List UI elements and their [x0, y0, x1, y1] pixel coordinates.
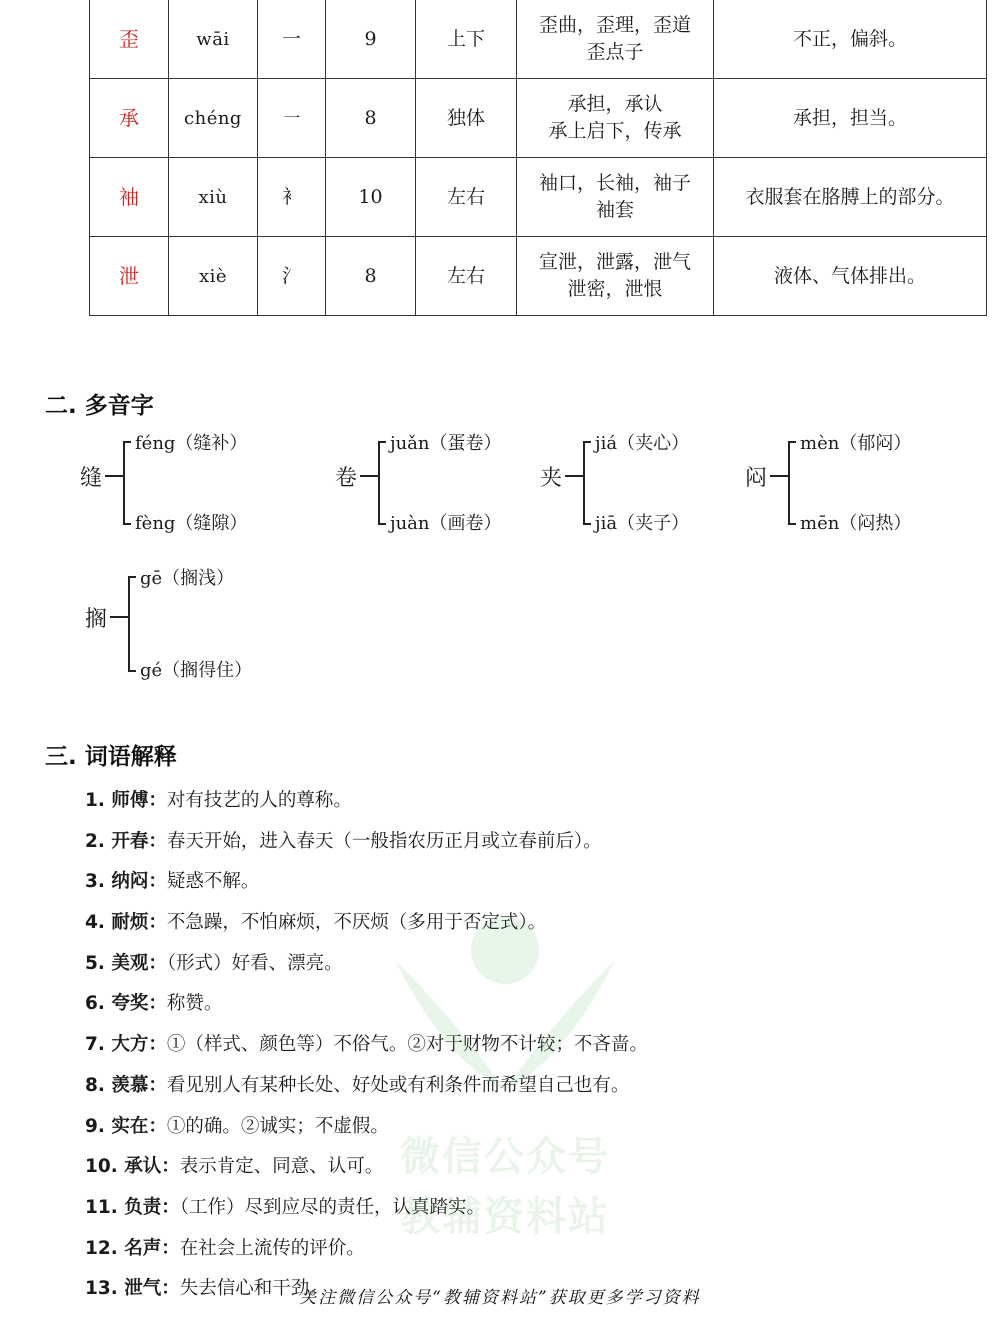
definition-item — [85, 786, 965, 827]
reading-top: juǎn（蛋卷） — [390, 433, 502, 454]
cell-words — [517, 79, 714, 158]
reading-bottom: juàn（画卷） — [390, 513, 502, 534]
cell-meaning: 液体、气体排出。 — [714, 237, 987, 316]
definition-text: ①的确。②诚实；不虚假。 — [166, 1115, 389, 1137]
cell-pinyin: wāi — [169, 0, 258, 79]
cell-strokes: 8 — [326, 79, 416, 158]
polyphone-group — [540, 425, 760, 534]
definition-text: 不急躁，不怕麻烦，不厌烦（多用于否定式）。 — [166, 912, 547, 934]
cell-radical: 氵 — [258, 237, 326, 316]
polyphone-char: 缝 — [80, 466, 103, 491]
definition-term: 6. 夸奖： — [85, 993, 167, 1015]
definition-item — [85, 1071, 965, 1112]
definition-text: 看见别人有某种长处、好处或有利条件而希望自己也有。 — [166, 1074, 630, 1096]
word-line: 泄密，泄恨 — [567, 278, 663, 300]
definition-item — [85, 1152, 965, 1193]
definition-term: 9. 实在： — [85, 1115, 167, 1137]
reading-top: gē（搁浅） — [140, 568, 235, 589]
definition-text: （形式）好看、漂亮。 — [166, 952, 343, 974]
bracket-bottom — [128, 670, 136, 672]
definition-text: （工作）尽到应尽的责任，认真踏实。 — [179, 1196, 485, 1218]
cell-char: 袖 — [90, 158, 169, 237]
definition-item — [85, 908, 965, 949]
definition-text: 称赞。 — [166, 993, 223, 1015]
cell-char: 承 — [90, 79, 169, 158]
bracket-top — [788, 441, 796, 443]
bracket-spine — [128, 576, 130, 670]
word-line: 歪点子 — [586, 41, 644, 63]
cell-radical: 一 — [258, 0, 326, 79]
bracket-bottom — [378, 523, 386, 525]
definition-text: 在社会上流传的评价。 — [179, 1237, 365, 1259]
cell-strokes: 8 — [326, 237, 416, 316]
definition-item — [85, 949, 965, 990]
reading-bottom: fèng（缝隙） — [135, 513, 248, 534]
polyphone-group — [80, 425, 300, 534]
definition-text: 对有技艺的人的尊称。 — [166, 790, 352, 811]
polyphone-char: 夹 — [540, 466, 563, 491]
definition-text: 春天开始，进入春天（一般指农历正月或立春前后）。 — [166, 830, 602, 852]
definition-text: 表示肯定、同意、认可。 — [179, 1156, 384, 1178]
definition-term: 13. 泄气： — [85, 1278, 180, 1300]
reading-bottom: gé（搁得住） — [140, 660, 253, 681]
definition-item — [85, 1193, 965, 1234]
definition-term: 3. 纳闷： — [85, 871, 167, 893]
cell-radical: 衤 — [258, 158, 326, 237]
cell-meaning: 衣服套在胳膊上的部分。 — [714, 158, 987, 237]
table-row — [90, 237, 987, 316]
cell-radical: ㇐ — [258, 79, 326, 158]
word-line: 承担，承认 — [567, 93, 663, 115]
cell-structure: 左右 — [416, 237, 517, 316]
definition-item — [85, 989, 965, 1030]
definition-item — [85, 1234, 965, 1275]
cell-pinyin: chéng — [169, 79, 258, 158]
cell-structure: 上下 — [416, 0, 517, 79]
definition-term: 12. 名声： — [85, 1237, 180, 1259]
reading-top: jiá（夹心） — [595, 433, 690, 454]
bracket-spine — [123, 441, 125, 523]
definition-term: 10. 承认： — [85, 1156, 180, 1178]
definition-term: 1. 师傅： — [85, 790, 167, 811]
definition-term: 8. 羡慕： — [85, 1074, 167, 1096]
definition-text: 失去信心和干劲。 — [179, 1278, 328, 1300]
watermark-line2: 教辅资料站 — [400, 1194, 610, 1240]
cell-strokes: 10 — [326, 158, 416, 237]
definition-term: 2. 开春： — [85, 830, 167, 852]
table-row — [90, 158, 987, 237]
cell-pinyin: xiè — [169, 237, 258, 316]
section-title-definitions: 三. 词语解释 — [45, 744, 177, 770]
bracket-spine — [583, 441, 585, 523]
reading-top: mèn（郁闷） — [800, 433, 912, 454]
table-row — [90, 79, 987, 158]
cell-words — [517, 158, 714, 237]
word-line: 承上启下，传承 — [548, 120, 682, 142]
definition-text: ①（样式、颜色等）不俗气。②对于财物不计较；不吝啬。 — [166, 1034, 648, 1056]
polyphone-char: 搁 — [85, 607, 108, 632]
character-table — [89, 0, 987, 316]
cell-char: 泄 — [90, 237, 169, 316]
cell-strokes: 9 — [326, 0, 416, 79]
bracket-stem — [110, 616, 128, 618]
bracket-stem — [105, 475, 123, 477]
cell-words — [517, 0, 714, 79]
definition-term: 11. 负责： — [85, 1196, 180, 1218]
bracket-bottom — [583, 523, 591, 525]
bracket-bottom — [788, 523, 796, 525]
definition-item — [85, 867, 965, 908]
bracket-spine — [788, 441, 790, 523]
bracket-stem — [360, 475, 378, 477]
bracket-top — [583, 441, 591, 443]
definition-item — [85, 827, 965, 868]
bracket-stem — [565, 475, 583, 477]
word-line: 宣泄，泄露，泄气 — [538, 251, 691, 273]
definition-term: 4. 耐烦： — [85, 912, 167, 934]
reading-bottom: jiā（夹子） — [595, 513, 690, 534]
bracket-top — [128, 576, 136, 578]
bracket-stem — [770, 475, 788, 477]
definition-item — [85, 1030, 965, 1071]
cell-words — [517, 237, 714, 316]
cell-meaning: 承担，担当。 — [714, 79, 987, 158]
footer-note: 关注微信公众号“教辅资料站”获取更多学习资料 — [299, 1288, 701, 1308]
definition-text: 疑惑不解。 — [166, 871, 260, 893]
polyphone-group — [85, 560, 305, 681]
definition-list — [85, 786, 965, 1315]
cell-char: 歪 — [90, 0, 169, 79]
word-line: 歪曲，歪理，歪道 — [538, 14, 691, 36]
cell-structure: 左右 — [416, 158, 517, 237]
bracket-top — [123, 441, 131, 443]
word-line: 袖口，长袖，袖子 — [538, 172, 691, 194]
word-line: 袖套 — [595, 199, 634, 221]
bracket-bottom — [123, 523, 131, 525]
definition-term: 5. 美观： — [85, 952, 167, 974]
cell-structure: 独体 — [416, 79, 517, 158]
watermark-line1: 微信公众号 — [400, 1134, 610, 1180]
polyphone-group — [335, 425, 555, 534]
table-row — [90, 0, 987, 79]
polyphone-char: 卷 — [335, 466, 358, 491]
polyphone-group — [745, 425, 965, 534]
reading-top: féng（缝补） — [135, 433, 248, 454]
bracket-spine — [378, 441, 380, 523]
cell-meaning: 不正，偏斜。 — [714, 0, 987, 79]
bracket-top — [378, 441, 386, 443]
definition-item — [85, 1112, 965, 1153]
reading-bottom: mēn（闷热） — [800, 513, 912, 534]
section-title-polyphones: 二. 多音字 — [45, 393, 154, 419]
polyphone-char: 闷 — [745, 466, 768, 491]
definition-term: 7. 大方： — [85, 1034, 167, 1056]
cell-pinyin: xiù — [169, 158, 258, 237]
